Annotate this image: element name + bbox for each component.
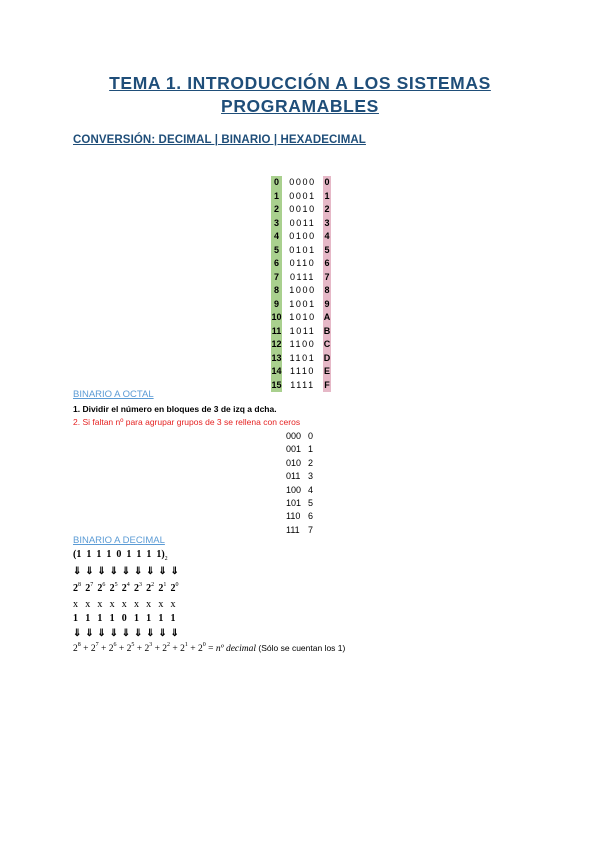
- plus-sign: +: [152, 644, 163, 654]
- binary-cell: 0110: [289, 258, 316, 268]
- binary-cell: 1011: [289, 325, 316, 336]
- hex-cell: 3: [323, 217, 331, 231]
- octal-binary-cell: 011: [286, 471, 301, 482]
- conversion-row: [271, 311, 331, 325]
- conversion-row: [271, 176, 331, 190]
- plus-sign: +: [80, 644, 91, 654]
- down-arrow: ⇓: [133, 566, 143, 577]
- conversion-row: [271, 244, 331, 258]
- decimal-cell: 12: [271, 338, 282, 352]
- binary-digit: 1: [158, 613, 164, 624]
- sum-exponent: 5: [131, 642, 135, 648]
- octal-binary-cell: 111: [286, 524, 300, 535]
- times-sign: x: [146, 599, 152, 610]
- octal-value-cell: 5: [308, 498, 314, 509]
- octal-binary-cell: 110: [286, 511, 301, 522]
- octal-table: [286, 430, 318, 537]
- power-base: 2: [170, 583, 176, 594]
- down-arrow: ⇓: [109, 628, 118, 639]
- hex-cell: A: [323, 311, 331, 325]
- power-row: [73, 582, 183, 594]
- hex-cell: 9: [323, 298, 331, 312]
- octal-heading: BINARIO A OCTAL: [73, 389, 154, 400]
- power-exponent: 1: [163, 582, 167, 588]
- times-sign: x: [133, 599, 139, 610]
- octal-value-cell: 6: [308, 511, 314, 522]
- down-arrow: ⇓: [158, 628, 167, 639]
- octal-binary-cell: 010: [286, 457, 302, 468]
- hex-cell: 7: [323, 271, 331, 285]
- hex-cell: C: [323, 338, 331, 352]
- section-subtitle: CONVERSIÓN: DECIMAL | BINARIO | HEXADECIMAL: [73, 134, 366, 146]
- conversion-row: [271, 203, 331, 217]
- down-arrow: ⇓: [121, 628, 131, 639]
- power-base: 2: [158, 583, 164, 594]
- octal-binary-cell: 100: [286, 484, 302, 495]
- binary-base: 2: [164, 556, 168, 562]
- binary-cell: 1101: [289, 352, 316, 363]
- hex-cell: D: [323, 352, 331, 366]
- power-term: [110, 582, 122, 594]
- times-sign: x: [121, 599, 127, 610]
- sum-base: 2: [73, 644, 78, 654]
- times-sign: x: [109, 599, 115, 610]
- hex-cell: E: [323, 365, 331, 379]
- binary-digit: 1: [97, 613, 103, 624]
- octal-value-cell: 0: [308, 431, 314, 441]
- sum-base: 2: [90, 644, 96, 654]
- power-term: [122, 582, 134, 594]
- down-arrow: ⇓: [97, 628, 106, 639]
- octal-value-cell: 3: [308, 471, 314, 482]
- octal-row: [286, 430, 318, 443]
- down-arrow: ⇓: [121, 566, 131, 577]
- binary-cell: 0100: [289, 231, 316, 241]
- decimal-cell: 11: [271, 325, 282, 339]
- hex-cell: F: [323, 379, 331, 393]
- arrow-row-1: [73, 566, 183, 577]
- power-exponent: 6: [102, 582, 106, 588]
- times-sign: x: [97, 599, 103, 610]
- binary-cell: 1111: [290, 379, 315, 390]
- decimal-cell: 4: [271, 230, 282, 244]
- octal-value-cell: 7: [308, 524, 314, 535]
- down-arrow: ⇓: [170, 566, 179, 577]
- conversion-row: [271, 190, 331, 204]
- power-base: 2: [97, 583, 103, 594]
- power-term: [134, 582, 146, 594]
- conversion-row: [271, 271, 331, 285]
- plus-sign: +: [116, 644, 127, 654]
- decimal-cell: 8: [271, 284, 282, 298]
- binary-number-value: (1 1 1 1 0 1 1 1 1): [73, 549, 165, 560]
- power-base: 2: [146, 583, 152, 594]
- down-arrow: ⇓: [146, 566, 155, 577]
- octal-row: [286, 497, 318, 510]
- sum-base: 2: [126, 644, 132, 654]
- power-exponent: 4: [126, 582, 130, 588]
- sum-base: 2: [108, 644, 114, 654]
- decimal-cell: 3: [271, 217, 282, 231]
- octal-row: [286, 510, 318, 523]
- down-arrow: ⇓: [146, 628, 155, 639]
- octal-value-cell: 1: [308, 444, 314, 455]
- arrow-row-2: [73, 628, 183, 639]
- hex-cell: 5: [323, 244, 331, 258]
- conversion-row: [271, 325, 331, 339]
- conversion-table: [271, 176, 331, 392]
- decimal-cell: 10: [271, 311, 282, 325]
- plus-sign: +: [170, 644, 181, 654]
- binary-digit: 1: [109, 613, 115, 624]
- down-arrow: ⇓: [109, 566, 118, 577]
- binary-cell: 1001: [289, 298, 316, 309]
- decimal-cell: 13: [271, 352, 282, 366]
- sum-exponent: 3: [149, 642, 153, 648]
- down-arrow: ⇓: [170, 628, 179, 639]
- conversion-row: [271, 257, 331, 271]
- conversion-row: [271, 338, 331, 352]
- hex-cell: 4: [323, 230, 331, 244]
- binary-cell: 0101: [289, 244, 316, 255]
- binary-cell: 0011: [289, 217, 316, 228]
- result-note: (Sólo se cuentan los 1): [258, 643, 346, 653]
- hex-cell: 6: [323, 257, 331, 271]
- octal-row: [286, 443, 318, 456]
- page-title: [60, 72, 540, 118]
- sum-base: 2: [162, 644, 168, 654]
- times-sign: x: [85, 599, 91, 610]
- sum-expression: [73, 642, 345, 654]
- conversion-row: [271, 230, 331, 244]
- octal-step-1: 1. Dividir el número en bloques de 3 de izq a dcha.: [73, 404, 277, 414]
- down-arrow: ⇓: [133, 628, 143, 639]
- octal-step-2: 2. Si faltan nº para agrupar grupos de 3 se rellena con ceros: [73, 417, 301, 427]
- hex-cell: B: [323, 325, 331, 339]
- equals-sign: =: [205, 644, 216, 654]
- power-term: [171, 582, 183, 594]
- conversion-row: [271, 379, 331, 393]
- binary-digit: 1: [73, 613, 78, 624]
- hex-cell: 0: [323, 176, 331, 190]
- decimal-cell: 6: [271, 257, 282, 271]
- decimal-cell: 2: [271, 203, 282, 217]
- hex-cell: 2: [323, 203, 331, 217]
- binary-digit: 1: [133, 613, 139, 624]
- power-term: [146, 582, 158, 594]
- down-arrow: ⇓: [158, 566, 167, 577]
- sum-exponent: 8: [77, 642, 81, 648]
- times-sign: x: [73, 599, 78, 610]
- page-title-line-1: TEMA 1. INTRODUCCIÓN A LOS SISTEMAS: [109, 73, 491, 93]
- result-label: nº decimal: [215, 644, 257, 654]
- times-sign: x: [170, 599, 176, 610]
- conversion-row: [271, 217, 331, 231]
- power-term: [158, 582, 170, 594]
- decimal-cell: 1: [271, 190, 282, 204]
- times-row: [73, 599, 183, 610]
- power-base: 2: [85, 583, 91, 594]
- power-term: [85, 582, 97, 594]
- sum-exponent: 1: [184, 642, 188, 648]
- conversion-row: [271, 284, 331, 298]
- times-sign: x: [158, 599, 164, 610]
- power-base: 2: [121, 583, 127, 594]
- down-arrow: ⇓: [85, 628, 94, 639]
- power-exponent: 3: [138, 582, 142, 588]
- decimal-cell: 0: [271, 176, 282, 190]
- conversion-row: [271, 365, 331, 379]
- sum-exponent: 7: [95, 642, 99, 648]
- octal-value-cell: 4: [308, 484, 314, 495]
- sum-base: 2: [180, 644, 185, 654]
- octal-binary-cell: 000: [286, 431, 302, 441]
- plus-sign: +: [98, 644, 109, 654]
- down-arrow: ⇓: [73, 628, 82, 639]
- sum-exponent: 0: [202, 642, 206, 648]
- power-base: 2: [109, 583, 115, 594]
- binary-digit: 1: [170, 613, 176, 624]
- binary-cell: 0001: [289, 190, 316, 201]
- down-arrow: ⇓: [85, 566, 94, 577]
- plus-sign: +: [187, 644, 199, 654]
- binary-cell: 0000: [289, 177, 316, 187]
- decimal-cell: 14: [271, 365, 282, 379]
- plus-sign: +: [134, 644, 145, 654]
- binary-number: [73, 549, 168, 562]
- power-exponent: 0: [175, 582, 179, 588]
- power-term: [97, 582, 109, 594]
- binary-cell: 0010: [289, 204, 316, 214]
- binary-cell: 0111: [289, 271, 316, 282]
- sum-exponent: 2: [167, 642, 171, 648]
- power-base: 2: [73, 583, 78, 594]
- down-arrow: ⇓: [73, 566, 82, 577]
- hex-cell: 1: [323, 190, 331, 204]
- decimal-cell: 7: [271, 271, 282, 285]
- hex-cell: 8: [323, 284, 331, 298]
- binary-cell: 1100: [289, 339, 316, 349]
- power-exponent: 7: [90, 582, 94, 588]
- sum-exponent: 6: [113, 642, 117, 648]
- power-exponent: 8: [78, 582, 81, 588]
- octal-row: [286, 457, 318, 470]
- power-exponent: 2: [151, 582, 155, 588]
- decimal-cell: 5: [271, 244, 282, 258]
- octal-binary-cell: 001: [286, 444, 302, 455]
- octal-row: [286, 524, 318, 537]
- decimal-cell: 9: [271, 298, 282, 312]
- down-arrow: ⇓: [97, 566, 106, 577]
- octal-row: [286, 470, 318, 483]
- power-base: 2: [133, 583, 139, 594]
- octal-row: [286, 484, 318, 497]
- power-exponent: 5: [114, 582, 118, 588]
- page-title-line-2: PROGRAMABLES: [221, 96, 379, 116]
- conversion-row: [271, 352, 331, 366]
- decimal-cell: 15: [271, 379, 282, 393]
- binary-digit: 0: [121, 613, 127, 624]
- decimal-heading: BINARIO A DECIMAL: [73, 535, 165, 546]
- sum-base: 2: [198, 644, 203, 654]
- binary-cell: 1000: [289, 285, 316, 295]
- binary-digit: 1: [146, 613, 152, 624]
- sum-base: 2: [144, 644, 150, 654]
- octal-value-cell: 2: [308, 457, 314, 468]
- binary-cell: 1010: [289, 312, 316, 322]
- octal-binary-cell: 101: [286, 498, 302, 509]
- conversion-row: [271, 298, 331, 312]
- digit-row: [73, 613, 183, 624]
- binary-cell: 1110: [289, 366, 316, 376]
- binary-digit: 1: [85, 613, 91, 624]
- power-term: [73, 582, 85, 594]
